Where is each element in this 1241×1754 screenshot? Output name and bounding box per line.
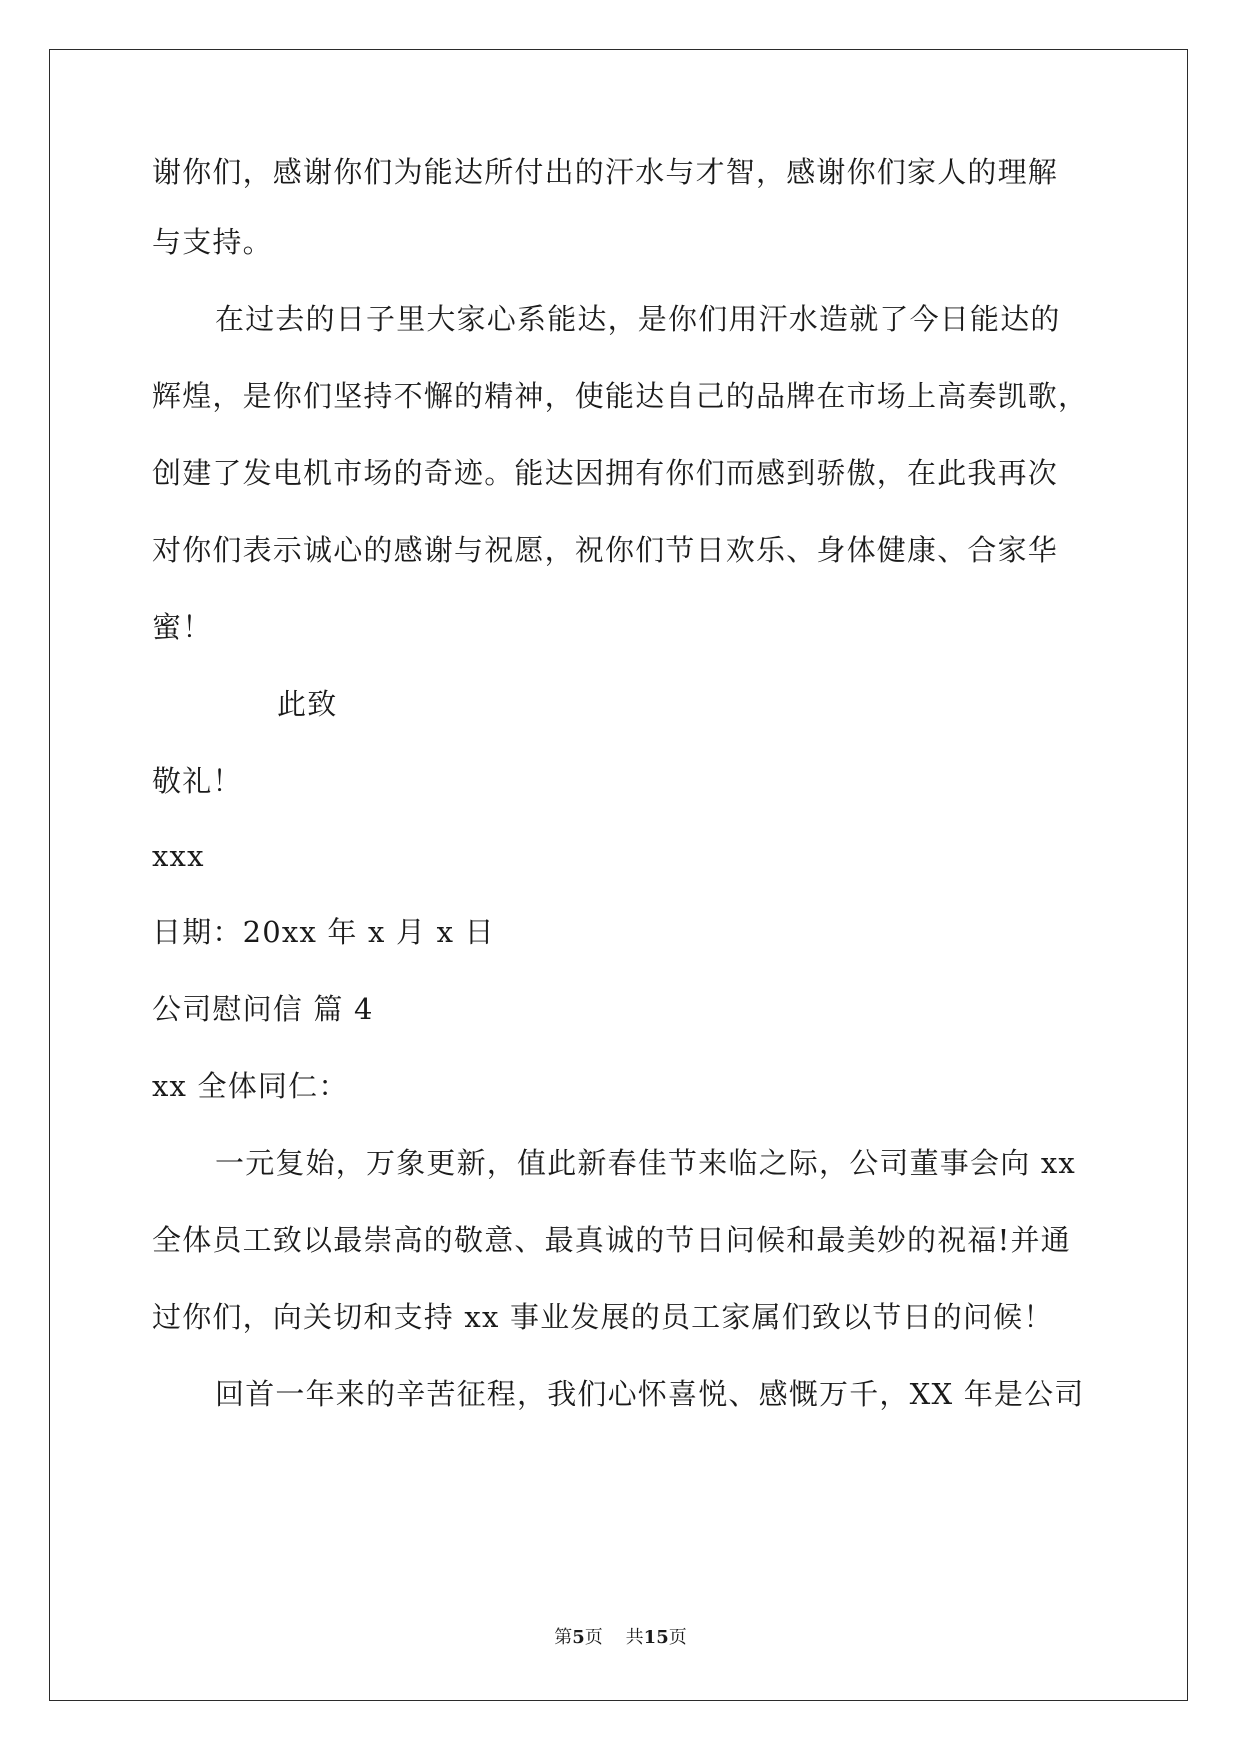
footer-middle: 页 共 (584, 1627, 644, 1648)
paragraph-line-2: 辉煌，是你们坚持不懈的精神，使能达自己的品牌在市场上高奏凯歌， (152, 379, 1089, 413)
paragraph-line-4: 对你们表示诚心的感谢与祝愿，祝你们节日欢乐、身体健康、合家华 (152, 533, 1059, 567)
paragraph-line-5: 蜜！ (152, 610, 213, 644)
paragraph-line-1: 在过去的日子里大家心系能达，是你们用汗水造就了今日能达的 (215, 302, 1061, 336)
page-border (49, 49, 1188, 1701)
paragraph-line-3: 创建了发电机市场的奇迹。能达因拥有你们而感到骄傲，在此我再次 (152, 456, 1059, 490)
body-line-1: 谢你们，感谢你们为能达所付出的汗水与才智，感谢你们家人的理解 (152, 155, 1059, 189)
paragraph2-line-2: 全体员工致以最崇高的敬意、最真诚的节日问候和最美妙的祝福!并通 (152, 1223, 1071, 1257)
footer-prefix: 第 (554, 1627, 573, 1648)
footer-suffix: 页 (668, 1627, 687, 1648)
current-page-number: 5 (572, 1627, 585, 1648)
section-heading: 公司慰问信 篇 4 (152, 992, 374, 1026)
paragraph2-line-1: 一元复始，万象更新，值此新春佳节来临之际，公司董事会向 xx (215, 1146, 1076, 1180)
signature: xxx (152, 839, 205, 873)
closing-salutation: 此致 (277, 687, 338, 721)
body-line-2: 与支持。 (152, 225, 273, 259)
paragraph3-line-1: 回首一年来的辛苦征程，我们心怀喜悦、感慨万千，XX 年是公司 (215, 1377, 1085, 1411)
paragraph2-line-3: 过你们，向关切和支持 xx 事业发展的员工家属们致以节日的问候！ (152, 1300, 1054, 1334)
total-pages-number: 15 (643, 1627, 669, 1648)
closing-regards: 敬礼！ (152, 764, 243, 798)
letter-greeting: xx 全体同仁： (152, 1069, 349, 1103)
date-line: 日期：20xx 年 x 月 x 日 (152, 915, 495, 949)
page-footer (0, 1626, 1241, 1650)
